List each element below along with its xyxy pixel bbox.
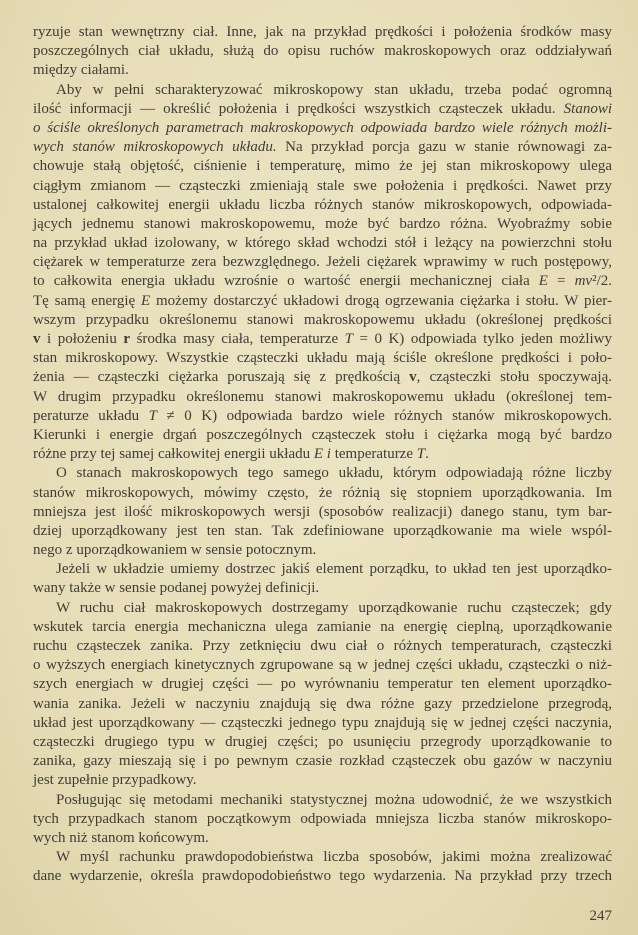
text-segment: Kierunki i energie drgań poszczególnych cząsteczek stołu i ciężarka mogą być bardzo <box>33 426 612 443</box>
text-segment: szych energiach w drugiej części — po wyrównaniu temperatur ten element uporządko- <box>33 676 612 693</box>
text-line <box>33 829 612 848</box>
text-line <box>33 503 612 522</box>
text-line <box>33 637 612 656</box>
italic-text: E <box>538 273 548 290</box>
paragraph-first-line <box>33 560 612 579</box>
text-segment: tych przypadkach stanom początkowym odpowiada mniejsza liczba stanów mikroskopo- <box>33 810 612 827</box>
italic-text: E <box>141 292 151 309</box>
italic-text: T <box>416 446 426 463</box>
italic-text: T <box>148 407 157 424</box>
text-line <box>33 771 612 790</box>
text-line <box>33 867 612 886</box>
text-segment: ciężarek w temperaturze zera bezwzględnego. Jeżeli ciężarek wprawimy w ruch postępowy, <box>33 254 612 271</box>
text-line <box>33 695 612 714</box>
text-segment: stanów mikroskopowych, mówimy często, że różnią się stopniem uporządkowania. Im <box>33 484 612 501</box>
text-line <box>33 100 612 119</box>
text-line <box>33 522 612 541</box>
text-segment: poszczególnych ciał układu, służą do opisu ruchów makroskopowych oraz oddziaływań <box>33 43 612 60</box>
text-line <box>33 675 612 694</box>
text-line <box>33 484 612 503</box>
text-segment: cząsteczki drugiego typu w drugiej części; po usunięciu przegrody uporządkowanie to <box>33 733 612 750</box>
text-segment: W drugim przypadku określonemu stanowi makroskopowemu układu (określonej tem- <box>33 388 612 405</box>
text-segment: możemy dostarczyć układowi drogą ogrzewania ciężarka i stołu. W pier- <box>150 292 612 309</box>
text-line <box>33 810 612 829</box>
text-segment: jest zupełnie przypadkowy. <box>33 772 197 789</box>
text-segment: żenia — cząsteczki ciężarka poruszają się z prędkością <box>33 369 410 386</box>
text-line <box>33 138 612 157</box>
italic-text: mv <box>574 273 593 290</box>
text-line <box>33 253 612 272</box>
bold-vector-symbol: v <box>33 331 41 347</box>
text-line <box>33 752 612 771</box>
italic-text: E i <box>313 446 331 463</box>
text-segment: , cząsteczki stołu spoczywają. <box>416 369 612 386</box>
text-segment: Na przykład porcja gazu w stanie równowagi za- <box>276 139 612 156</box>
text-segment: ciągłym zmianom — cząsteczki zmieniają stale swe położenia i prędkości. Nawet przy <box>33 177 612 194</box>
text-segment: chowuje stałą objętość, ciśnienie i temperaturę, mimo że jej stan mikroskopowy ulega <box>33 158 612 175</box>
italic-text: T <box>344 331 353 347</box>
text-segment: ustalonej całkowitej energii układu liczba różnych stanów mikroskopowych, odpowiada- <box>33 196 612 213</box>
text-segment: = <box>547 273 575 290</box>
text-segment: = 0 K) odpowiada tylko jeden możliwy <box>352 331 612 347</box>
text-line <box>33 311 612 330</box>
text-segment: stan mikroskopowy. Wszystkie cząsteczki układu mają ściśle określone prędkości i poło- <box>33 350 612 367</box>
text-segment: o wyższych energiach kinetycznych zgrupowane są w jednej części układu, cząsteczki o niż- <box>33 657 612 674</box>
text-segment: ilość informacji — określić położenia i prędkości wszystkich cząsteczek układu. <box>33 100 564 117</box>
body-text <box>33 23 612 886</box>
text-line <box>33 272 612 291</box>
text-segment: dziej uporządkowany jest ten stan. Tak zdefiniowane uporządkowanie ma wiele wspól- <box>33 522 612 539</box>
text-line <box>33 579 612 598</box>
bold-vector-symbol: v <box>409 369 417 386</box>
text-line <box>33 157 612 176</box>
text-segment: układ jest uporządkowany — cząsteczki jednego typu znajdują się w jednej części naczynia, <box>33 714 612 731</box>
text-segment: nego z uporządkowaniem w sensie potocznym. <box>33 542 317 559</box>
text-line <box>33 656 612 675</box>
paragraph-first-line <box>33 81 612 100</box>
text-line <box>33 445 612 464</box>
text-segment: wskutek tarcia energia mechaniczna ulega zamianie na energię cieplną, uporządkowanie <box>33 618 612 635</box>
text-line <box>33 42 612 61</box>
text-line <box>33 61 612 80</box>
text-line <box>33 119 612 138</box>
text-line <box>33 292 612 311</box>
text-segment: to całkowita energia układu wzrośnie o wartość energii mechanicznej ciała <box>33 273 539 290</box>
text-segment: O stanach makroskopowych tego samego układu, którym odpowiadają różne liczby <box>56 465 612 482</box>
paragraph-first-line <box>33 791 612 810</box>
paragraph-first-line <box>33 599 612 618</box>
text-segment: . <box>425 446 429 463</box>
italic-text: Stanowi <box>563 100 612 117</box>
text-segment: W myśl rachunku prawdopodobieństwa liczba sposobów, jakimi można zrealizować <box>56 849 612 866</box>
text-line <box>33 368 612 387</box>
bold-vector-symbol: r <box>123 331 131 347</box>
text-segment: dane wydarzenie, określa prawdopodobieństwo tego wydarzenia. Na przykład przy trzech <box>33 868 612 885</box>
text-line <box>33 426 612 445</box>
paragraph-first-line <box>33 464 612 483</box>
text-line <box>33 388 612 407</box>
text-segment: Tę samą energię <box>33 292 141 309</box>
text-line <box>33 234 612 253</box>
text-segment: jących jednemu stanowi makroskopowemu, może być bardzo różna. Wyobraźmy sobie <box>33 215 612 232</box>
text-segment: mniejsza jest ilość mikroskopowych wersji (sposobów realizacji) danego stanu, tym bar- <box>33 503 612 520</box>
text-segment: ²/2. <box>592 273 612 290</box>
text-line <box>33 23 612 42</box>
text-segment: peraturze układu <box>33 407 149 424</box>
text-segment: środka masy ciała, temperaturze <box>130 331 345 347</box>
text-segment: wych niż stanom końcowym. <box>33 829 209 846</box>
text-segment: Aby w pełni scharakteryzować mikroskopowy stan układu, trzeba podać ogromną <box>56 81 612 98</box>
text-segment: między ciałami. <box>33 62 129 79</box>
italic-text: wych stanów mikroskopowych układu. <box>33 139 277 156</box>
text-segment: ruchu cząsteczek zanika. Przy zetknięciu dwu ciał o różnych temperaturach, cząsteczki <box>33 638 612 654</box>
text-segment: różne przy tej samej całkowitej energii układu <box>33 446 314 463</box>
text-line <box>33 177 612 196</box>
text-segment: Jeżeli w układzie umiemy dostrzec jakiś element porządku, to układ ten jest uporządko- <box>56 561 612 578</box>
text-segment: i położeniu <box>40 331 124 347</box>
text-line <box>33 541 612 560</box>
text-line <box>33 407 612 426</box>
text-line <box>33 196 612 215</box>
text-segment: wany także w sensie podanej powyżej definicji. <box>33 580 320 597</box>
italic-text: o ściśle określonych parametrach makroskopowych odpowiada bardzo wiele różnych możli- <box>33 119 612 136</box>
text-segment: ryzuje stan wewnętrzny ciał. Inne, jak na przykład prędkości i położenia środków masy <box>33 24 612 40</box>
text-line <box>33 349 612 368</box>
text-line <box>33 714 612 733</box>
text-segment: ≠ 0 K) odpowiada bardzo wiele różnych stanów mikroskopowych. <box>156 407 612 424</box>
text-segment: temperaturze <box>330 446 417 463</box>
text-segment: W ruchu ciał makroskopowych dostrzegamy uporządkowanie ruchu cząsteczek; gdy <box>56 599 612 616</box>
text-line <box>33 618 612 637</box>
text-segment: wania zanika. Jeżeli w naczyniu znajdują się dwa różne gazy przedzielone przegrodą, <box>33 695 612 712</box>
text-line <box>33 733 612 752</box>
text-line <box>33 215 612 234</box>
paragraph-first-line <box>33 848 612 867</box>
text-segment: na przykład układ izolowany, w którego skład wchodzi stół i leżący na powierzchni stołu <box>33 235 612 252</box>
text-segment: wszym przypadku określonemu stanowi makroskopowemu układu (określonej prędkości <box>33 311 612 328</box>
text-segment: Posługując się metodami mechaniki statystycznej można udowodnić, że we wszystkich <box>56 791 612 808</box>
text-segment: zanika, gazy mieszają się i po pewnym czasie rozkład cząsteczek obu gazów w naczyniu <box>33 753 612 770</box>
text-line <box>33 330 612 349</box>
page-number: 247 <box>589 908 612 924</box>
